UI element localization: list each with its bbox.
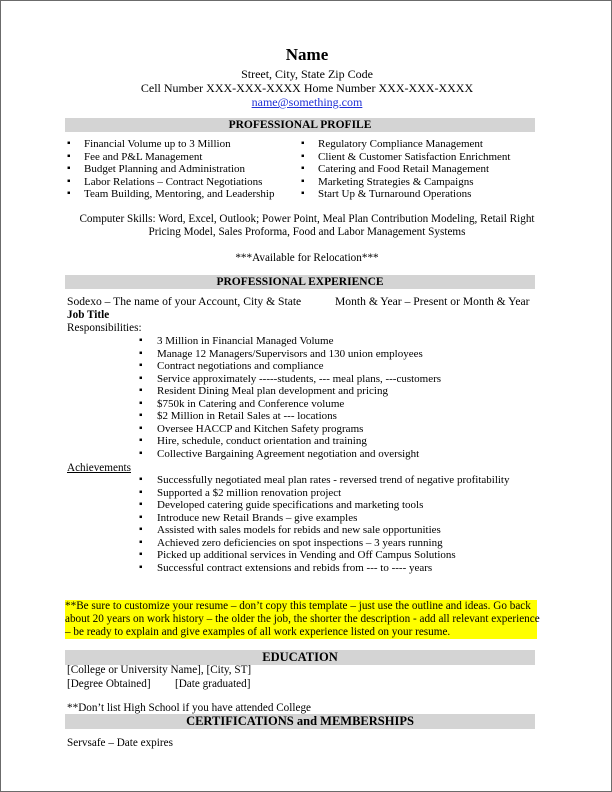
list-item: ▪ Resident Dining Meal plan development and pricing bbox=[139, 385, 441, 398]
list-item: ▪ Labor Relations – Contract Negotiations bbox=[67, 176, 274, 189]
education-heading: EDUCATION bbox=[65, 650, 535, 665]
list-item: ▪ Team Building, Mentoring, and Leadership bbox=[67, 188, 274, 201]
high-school-note: **Don’t list High School if you have attended College bbox=[67, 702, 312, 714]
list-item: ▪ Service approximately -----students, --- meal plans, ---customers bbox=[139, 373, 441, 386]
phone-line: Cell Number XXX-XXX-XXXX Home Number XXX-XXX-XXXX bbox=[140, 81, 474, 95]
certifications-heading: CERTIFICATIONS and MEMBERSHIPS bbox=[65, 714, 535, 729]
list-item: ▪ Assisted with sales models for rebids and new sale opportunities bbox=[139, 524, 509, 537]
email-line bbox=[1, 95, 612, 109]
computer-skills-line-1: Computer Skills: Word, Excel, Outlook; Power Point, Meal Plan Contribution Modeling, Retail Right bbox=[79, 213, 535, 225]
address-line: Street, City, State Zip Code bbox=[241, 67, 373, 81]
profile-heading: PROFESSIONAL PROFILE bbox=[65, 118, 535, 132]
list-item: ▪ Successfully negotiated meal plan rates - reversed trend of negative profitability bbox=[139, 474, 509, 487]
list-item: ▪ 3 Million in Financial Managed Volume bbox=[139, 335, 441, 348]
list-item: ▪ $750k in Catering and Conference volume bbox=[139, 398, 441, 411]
job-title: Job Title bbox=[67, 309, 110, 321]
list-item: ▪ Oversee HACCP and Kitchen Safety programs bbox=[139, 423, 441, 436]
list-item: ▪ Collective Bargaining Agreement negotiation and oversight bbox=[139, 448, 441, 461]
note-line: – be ready to explain and give examples of all work experience listed on your resume. bbox=[65, 626, 451, 638]
experience-heading: PROFESSIONAL EXPERIENCE bbox=[65, 275, 535, 289]
customization-note bbox=[65, 600, 540, 639]
responsibilities-list bbox=[139, 335, 441, 460]
list-item: ▪ Regulatory Compliance Management bbox=[301, 138, 510, 151]
date-graduated: [Date graduated] bbox=[175, 678, 251, 690]
certification-item: Servsafe – Date expires bbox=[67, 737, 173, 749]
degree-obtained: [Degree Obtained] bbox=[67, 678, 151, 690]
list-item: ▪ Client & Customer Satisfaction Enrichment bbox=[301, 151, 510, 164]
profile-list-right bbox=[301, 138, 510, 201]
computer-skills-line-2: Pricing Model, Sales Proforma, Food and Labor Management Systems bbox=[148, 226, 466, 238]
employer-line: Sodexo – The name of your Account, City & State bbox=[67, 295, 302, 308]
list-item: ▪ Successful contract extensions and rebids from --- to ---- years bbox=[139, 562, 509, 575]
list-item: ▪ Marketing Strategies & Campaigns bbox=[301, 176, 510, 189]
note-line: **Be sure to customize your resume – don’t copy this template – just use the outline and ideas. Go back bbox=[65, 600, 531, 612]
employment-dates: Month & Year – Present or Month & Year bbox=[335, 295, 530, 308]
list-item: ▪ $2 Million in Retail Sales at --- locations bbox=[139, 410, 441, 423]
list-item: ▪ Contract negotiations and compliance bbox=[139, 360, 441, 373]
list-item: ▪ Financial Volume up to 3 Million bbox=[67, 138, 274, 151]
relocation-note: ***Available for Relocation*** bbox=[235, 252, 379, 264]
achievements-list bbox=[139, 474, 509, 574]
list-item: ▪ Fee and P&L Management bbox=[67, 151, 274, 164]
list-item: ▪ Introduce new Retail Brands – give examples bbox=[139, 512, 509, 525]
responsibilities-label: Responsibilities: bbox=[67, 322, 142, 334]
note-line: about 20 years on work history – the older the job, the shorter the description - add all relevant experience bbox=[65, 613, 540, 625]
email-link[interactable]: name@something.com bbox=[251, 95, 363, 109]
list-item: ▪ Start Up & Turnaround Operations bbox=[301, 188, 510, 201]
list-item: ▪ Manage 12 Managers/Supervisors and 130 union employees bbox=[139, 348, 441, 361]
list-item: ▪ Achieved zero deficiencies on spot inspections – 3 years running bbox=[139, 537, 509, 550]
list-item: ▪ Hire, schedule, conduct orientation and training bbox=[139, 435, 441, 448]
profile-list-left bbox=[67, 138, 274, 201]
list-item: ▪ Developed catering guide specifications and marketing tools bbox=[139, 499, 509, 512]
candidate-name: Name bbox=[285, 45, 329, 64]
achievements-label: Achievements bbox=[67, 462, 131, 474]
list-item: ▪ Budget Planning and Administration bbox=[67, 163, 274, 176]
list-item: ▪ Picked up additional services in Vending and Off Campus Solutions bbox=[139, 549, 509, 562]
list-item: ▪ Catering and Food Retail Management bbox=[301, 163, 510, 176]
college-line: [College or University Name], [City, ST] bbox=[67, 664, 252, 676]
list-item: ▪ Supported a $2 million renovation project bbox=[139, 487, 509, 500]
